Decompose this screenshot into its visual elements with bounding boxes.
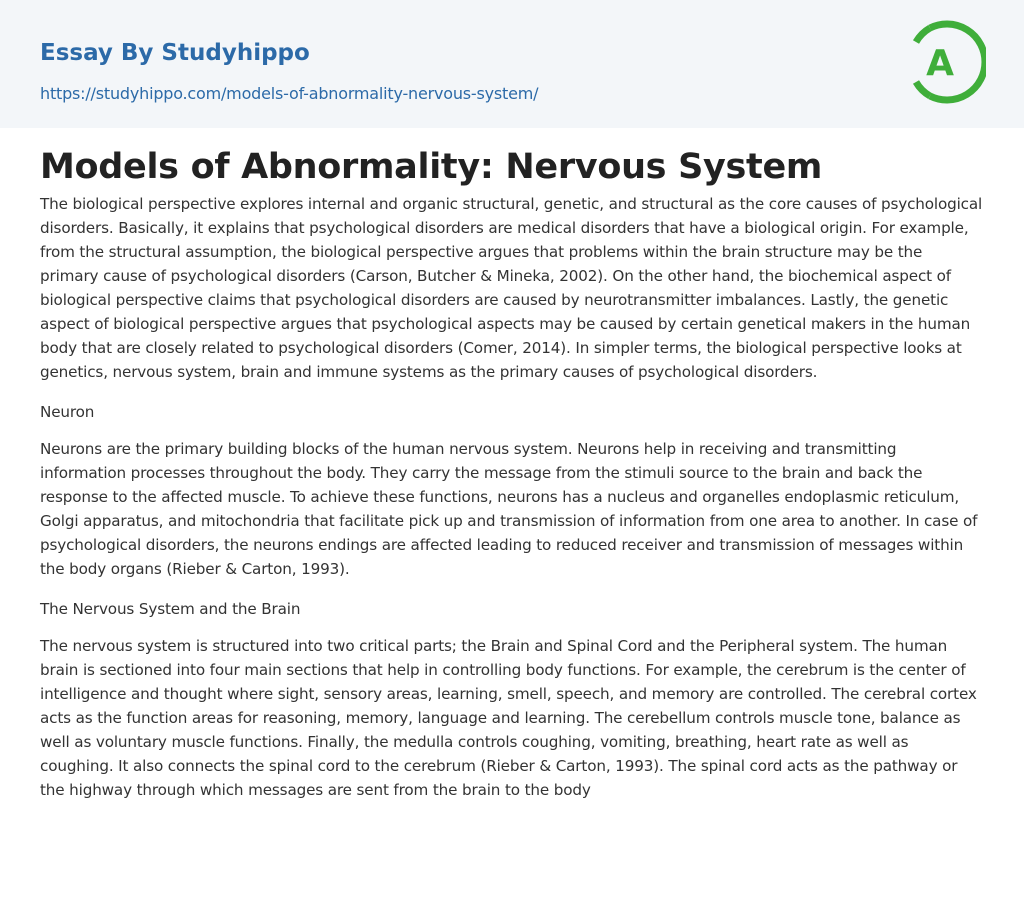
page-title: Models of Abnormality: Nervous System [40,147,823,187]
brand-title[interactable]: Essay By Studyhippo [40,40,310,66]
section-heading-neuron: Neuron [40,403,95,421]
section-heading-nervous-system: The Nervous System and the Brain [40,600,301,618]
paragraph-intro: The biological perspective explores internal and organic structural, genetic, and structural as the core causes of psychological disorders. Basically, it explains that psychological disorders are medical disorders that have a biological origin. For example, from the structural assumption, the biological perspective argues that problems within the brain structure may be the primary cause of psychological disorders (Carson, Butcher & Mineka, 2002). On the other hand, the biochemical aspect of biological perspective claims that psychological disorders are caused by neurotransmitter imbalances. Lastly, the genetic aspect of biological perspective argues that psychological aspects may be caused by certain genetical makers in the human body that are closely related to psychological disorders (Comer, 2014). In simpler terms, the biological perspective looks at genetics, nervous system, brain and immune systems as the primary causes of psychological disorders. [40,195,983,381]
studyhippo-logo-icon[interactable] [912,20,986,104]
article [0,146,1024,802]
site-header [0,0,1024,128]
paragraph-neuron: Neurons are the primary building blocks of the human nervous system. Neurons help in receiving and transmitting information processes throughout the body. They carry the message from the stimuli source to the brain and back the response to the affected muscle. To achieve these functions, neurons has a nucleus and organelles endoplasmic reticulum, Golgi apparatus, and mitochondria that facilitate pick up and transmission of information from one area to another. In case of psychological disorders, the neurons endings are affected leading to reduced receiver and transmission of messages within the body organs (Rieber & Carton, 1993). [40,440,978,578]
paragraph-nervous-system: The nervous system is structured into two critical parts; the Brain and Spinal Cord and the Peripheral system. The human brain is sectioned into four main sections that help in controlling body functions. For example, the cerebrum is the center of intelligence and thought where sight, sensory areas, learning, smell, speech, and memory are controlled. The cerebral cortex acts as the function areas for reasoning, memory, language and learning. The cerebellum controls muscle tone, balance as well as voluntary muscle functions. Finally, the medulla controls coughing, vomiting, breathing, heart rate as well as coughing. It also connects the spinal cord to the cerebrum (Rieber & Carton, 1993). The spinal cord acts as the pathway or the highway through which messages are sent from the brain to the body [40,637,977,799]
source-url-link[interactable]: https://studyhippo.com/models-of-abnormality-nervous-system/ [40,84,539,103]
logo-letter: A [926,43,954,84]
